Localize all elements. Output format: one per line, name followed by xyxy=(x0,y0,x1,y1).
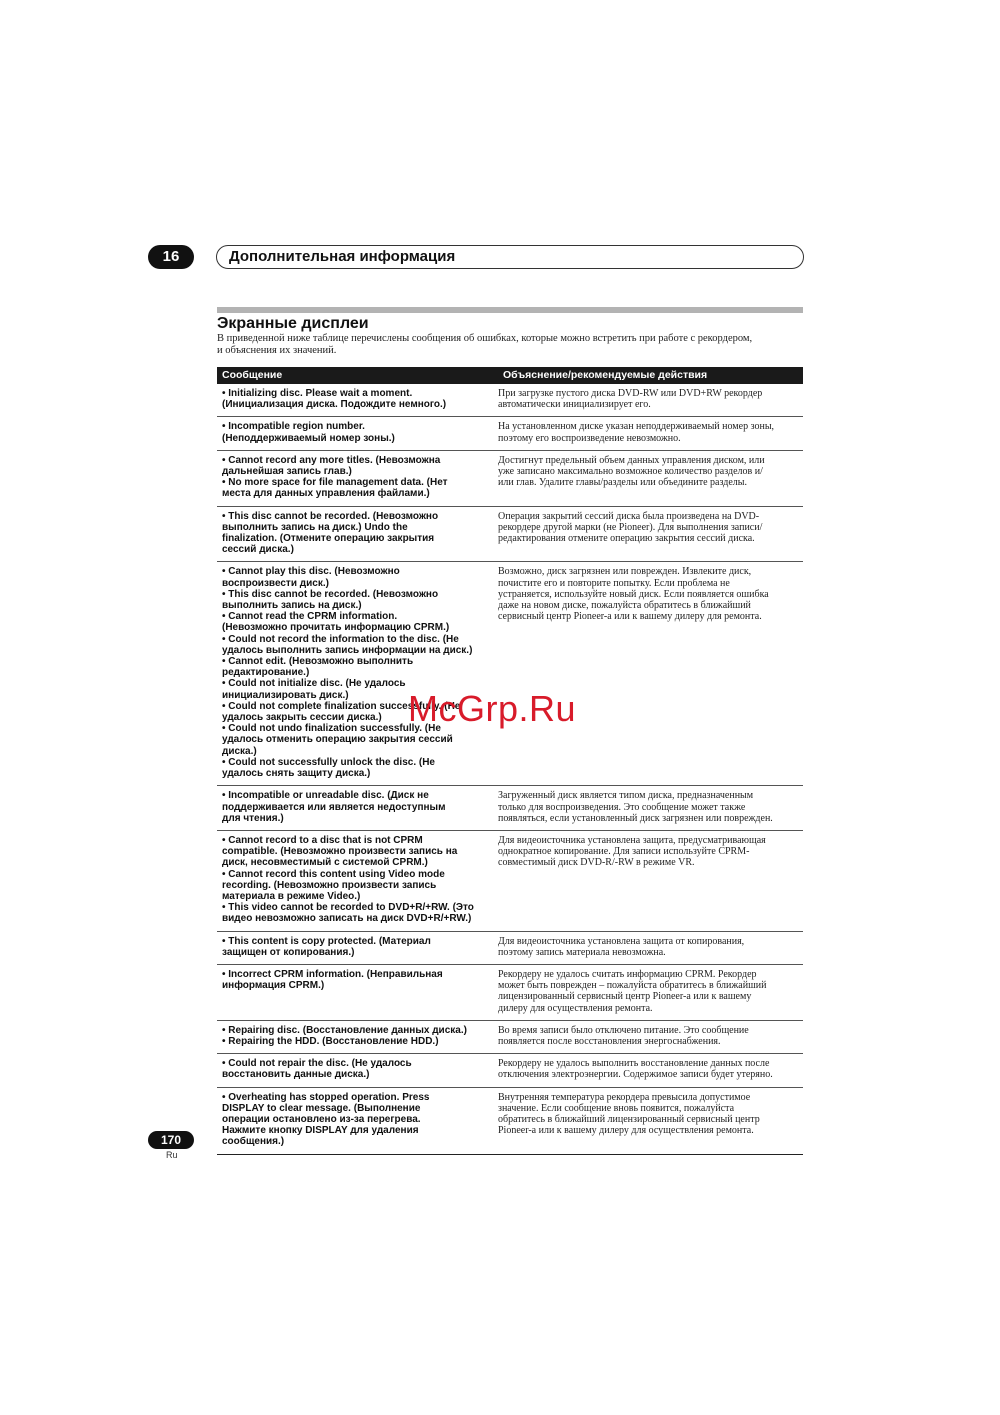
message-cell xyxy=(217,1087,490,1154)
message-line: удалось снять защиту диска.) xyxy=(222,768,371,780)
message-line: защищен от копирования.) xyxy=(222,946,355,958)
explanation-cell xyxy=(490,931,803,964)
table-row xyxy=(217,1020,803,1053)
explanation-line: поэтому запись материала невозможна. xyxy=(498,946,666,958)
watermark-text: McGrp.Ru xyxy=(408,688,577,729)
message-line: видео невозможно записать на диск DVD+R/+RW.) xyxy=(222,913,472,925)
message-line: (Невозможно прочитать информацию CPRM.) xyxy=(222,622,450,634)
message-cell xyxy=(217,786,490,831)
message-cell xyxy=(217,506,490,562)
explanation-cell xyxy=(490,384,803,417)
intro-line: и объяснения их значений. xyxy=(217,345,337,356)
chapter-number-badge: 16 xyxy=(148,245,194,269)
message-line: информация CPRM.) xyxy=(222,980,325,992)
message-line: • Repairing disc. (Восстановление данных диска.) xyxy=(222,1024,467,1036)
explanation-line: Операция закрытий сессий диска была произведена на DVD- xyxy=(498,510,760,522)
explanation-line: автоматически инициализирует его. xyxy=(498,399,651,411)
explanation-line: даже на новом диске, пожалуйста обратитесь в ближайший xyxy=(498,600,751,612)
explanation-cell xyxy=(490,417,803,450)
explanation-line: может быть поврежден – пожалуйста обратитесь в ближайший xyxy=(498,980,767,992)
page-number-badge: 170 xyxy=(148,1131,194,1149)
table-row xyxy=(217,417,803,450)
explanation-line: уже записано максимально возможное количество разделов и/ xyxy=(498,466,763,478)
message-line: редактирование.) xyxy=(222,667,310,679)
explanation-line: На установленном диске указан неподдерживаемый номер зоны, xyxy=(498,421,775,433)
message-line: • Cannot edit. (Невозможно выполнить xyxy=(222,656,414,668)
explanation-cell xyxy=(490,450,803,506)
message-line: восстановить данные диска.) xyxy=(222,1069,370,1081)
message-line: сессий диска.) xyxy=(222,544,294,556)
explanation-line: обратитесь в ближайший лицензированный сервисный центр xyxy=(498,1113,760,1125)
explanation-line: или глав. Удалите главы/разделы или объедините разделы. xyxy=(498,477,747,489)
message-line: • Incorrect CPRM information. (Неправильная xyxy=(222,968,443,980)
table-body xyxy=(217,384,803,1154)
explanation-cell xyxy=(490,562,803,786)
table-row xyxy=(217,562,803,786)
explanation-line: Внутренняя температура рекордера превысила допустимое xyxy=(498,1091,751,1103)
message-line: DISPLAY to clear message. (Выполнение xyxy=(222,1102,421,1114)
explanation-line: отключения электроэнергии. Содержимое записи будет утеряно. xyxy=(498,1069,773,1081)
intro-line: В приведенной ниже таблице перечислены сообщения об ошибках, которые можно встретить при работе с рекордером, xyxy=(217,333,753,344)
message-line: (Инициализация диска. Подождите немного.) xyxy=(222,399,447,411)
message-line: • Cannot record any more titles. (Невозможна xyxy=(222,454,441,466)
message-line: • No more space for file management data. (Нет xyxy=(222,477,448,489)
message-line: дальнейшая запись глав.) xyxy=(222,466,352,478)
chapter-title: Дополнительная информация xyxy=(229,248,456,265)
message-cell xyxy=(217,417,490,450)
message-line: операции остановлено из-за перегрева. xyxy=(222,1113,421,1125)
explanation-line: Рекордеру не удалось считать информацию CPRM. Рекордер xyxy=(498,968,757,980)
message-line: • Cannot read the CPRM information. xyxy=(222,611,398,623)
message-line: выполнить запись на диск.) Undo the xyxy=(222,521,408,533)
message-line: диск, несовместимый с системой CPRM.) xyxy=(222,857,428,869)
message-line: • Could not record the information to the disc. (Не xyxy=(222,633,459,645)
table-row xyxy=(217,1087,803,1154)
explanation-cell xyxy=(490,786,803,831)
message-line: удалось отменить операцию закрытия сессий xyxy=(222,734,453,746)
message-line: сообщения.) xyxy=(222,1136,285,1148)
section-divider xyxy=(217,307,803,313)
explanation-line: сервисный центр Pioneer-а или к вашему дилеру для ремонта. xyxy=(498,611,762,623)
message-cell xyxy=(217,931,490,964)
message-line: • Incompatible region number. xyxy=(222,421,365,433)
message-line: удалось выполнить запись информации на диск.) xyxy=(222,644,473,656)
table-row xyxy=(217,931,803,964)
message-line: • This content is copy protected. (Материал xyxy=(222,935,431,947)
table-row xyxy=(217,830,803,931)
message-cell xyxy=(217,384,490,417)
explanation-line: значение. Если сообщение вновь появится, пожалуйста xyxy=(498,1102,735,1114)
message-line: поддерживается или является недоступным xyxy=(222,801,446,813)
explanation-line: устраняется, используйте новый диск. Если появляется ошибка xyxy=(498,588,769,600)
language-code: Ru xyxy=(166,1150,178,1160)
explanation-line: поэтому его воспроизведение невозможно. xyxy=(498,432,681,444)
explanation-cell xyxy=(490,1020,803,1053)
explanation-line: рекордере другой марки (не Pioneer). Для выполнения записи/ xyxy=(498,521,763,533)
explanation-line: Для видеоисточника установлена защита от копирования, xyxy=(498,935,745,947)
message-line: • This disc cannot be recorded. (Невозможно xyxy=(222,510,439,522)
message-line: материала в режиме Video.) xyxy=(222,890,361,902)
explanation-cell xyxy=(490,830,803,931)
message-line: диска.) xyxy=(222,745,257,757)
message-line: • Cannot record this content using Video mode xyxy=(222,868,445,880)
explanation-line: Рекордеру не удалось выполнить восстановление данных после xyxy=(498,1058,770,1070)
explanation-line: Достигнут предельный объем данных управления диском, или xyxy=(498,454,765,466)
explanation-line: только для воспроизведения. Это сообщение может также xyxy=(498,801,746,813)
message-line: recording. (Невозможно произвести запись xyxy=(222,879,437,891)
message-line: • Could not initialize disc. (Не удалось xyxy=(222,678,406,690)
message-line: • Could not undo finalization successfully. (Не xyxy=(222,723,441,735)
message-cell xyxy=(217,562,490,786)
explanation-line: При загрузке пустого диска DVD-RW или DVD+RW рекордер xyxy=(498,388,763,399)
message-line: • Initializing disc. Please wait a moment. xyxy=(222,388,413,399)
message-cell xyxy=(217,450,490,506)
message-cell xyxy=(217,830,490,931)
message-line: места для данных управления файлами.) xyxy=(222,488,430,500)
explanation-line: Во время записи было отключено питание. Это сообщение xyxy=(498,1024,749,1036)
explanation-line: почистите его и повторите попытку. Если проблема не xyxy=(498,577,730,589)
table-header-row xyxy=(217,367,803,384)
explanation-cell xyxy=(490,1087,803,1154)
message-line: • Overheating has stopped operation. Press xyxy=(222,1091,430,1103)
table-row xyxy=(217,964,803,1020)
message-line: • Cannot record to a disc that is not CPRM xyxy=(222,834,423,846)
message-line: • Cannot play this disc. (Невозможно xyxy=(222,566,400,578)
chapter-title-bar xyxy=(216,245,804,269)
message-cell xyxy=(217,1054,490,1087)
message-line: finalization. (Отмените операцию закрытия xyxy=(222,533,435,545)
message-line: удалось закрыть сессии диска.) xyxy=(222,712,382,724)
explanation-cell xyxy=(490,506,803,562)
section-title: Экранные дисплеи xyxy=(217,315,369,332)
explanation-cell xyxy=(490,1054,803,1087)
column-header-message: Сообщение xyxy=(217,367,490,384)
message-line: compatible. (Невозможно произвести запись на xyxy=(222,846,458,858)
message-line: Нажмите кнопку DISPLAY для удаления xyxy=(222,1125,419,1137)
message-line: • This video cannot be recorded to DVD+R/+RW. (Это xyxy=(222,902,474,914)
explanation-line: дилеру для осуществления ремонта. xyxy=(498,1002,653,1014)
explanation-line: появляется после восстановления энергоснабжения. xyxy=(498,1035,721,1047)
message-line: инициализировать диск.) xyxy=(222,689,349,701)
explanation-line: совместимый диск DVD-R/-RW в режиме VR. xyxy=(498,857,695,869)
table-row xyxy=(217,786,803,831)
explanation-line: Загруженный диск является типом диска, предназначенным xyxy=(498,790,754,802)
table-row xyxy=(217,1054,803,1087)
table-row xyxy=(217,450,803,506)
message-line: (Неподдерживаемый номер зоны.) xyxy=(222,432,395,444)
explanation-line: появляться, если установленный диск загрязнен или поврежден. xyxy=(498,812,773,824)
message-line: • Incompatible or unreadable disc. (Диск не xyxy=(222,790,429,802)
message-line: • Could not complete finalization successfully. (Не xyxy=(222,700,461,712)
message-line: • Could not successfully unlock the disc. (Не xyxy=(222,756,435,768)
section-intro xyxy=(217,333,807,357)
message-line: • This disc cannot be recorded. (Невозможно xyxy=(222,588,439,600)
explanation-line: Для видеоисточника установлена защита, предусматривающая xyxy=(498,834,766,846)
table-row xyxy=(217,506,803,562)
table-row xyxy=(217,384,803,417)
explanation-line: лицензированный сервисный центр Pioneer-а или к вашему xyxy=(498,991,752,1003)
explanation-line: однократное копирование. Для записи используйте CPRM- xyxy=(498,846,750,858)
explanation-cell xyxy=(490,964,803,1020)
message-line: для чтения.) xyxy=(222,812,284,824)
column-header-explanation: Объяснение/рекомендуемые действия xyxy=(490,367,803,384)
message-line: воспроизвести диск.) xyxy=(222,577,329,589)
message-line: • Repairing the HDD. (Восстановление HDD.) xyxy=(222,1035,439,1047)
message-line: • Could not repair the disc. (Не удалось xyxy=(222,1058,412,1070)
message-cell xyxy=(217,1020,490,1053)
message-cell xyxy=(217,964,490,1020)
explanation-line: Pioneer-а или к вашему дилеру для осуществления ремонта. xyxy=(498,1125,754,1137)
explanation-line: Возможно, диск загрязнен или поврежден. Извлеките диск, xyxy=(498,566,752,578)
error-messages-table xyxy=(217,367,803,1155)
message-line: выполнить запись на диск.) xyxy=(222,600,362,612)
explanation-line: редактирования отмените операцию закрытия сессий диска. xyxy=(498,533,755,545)
